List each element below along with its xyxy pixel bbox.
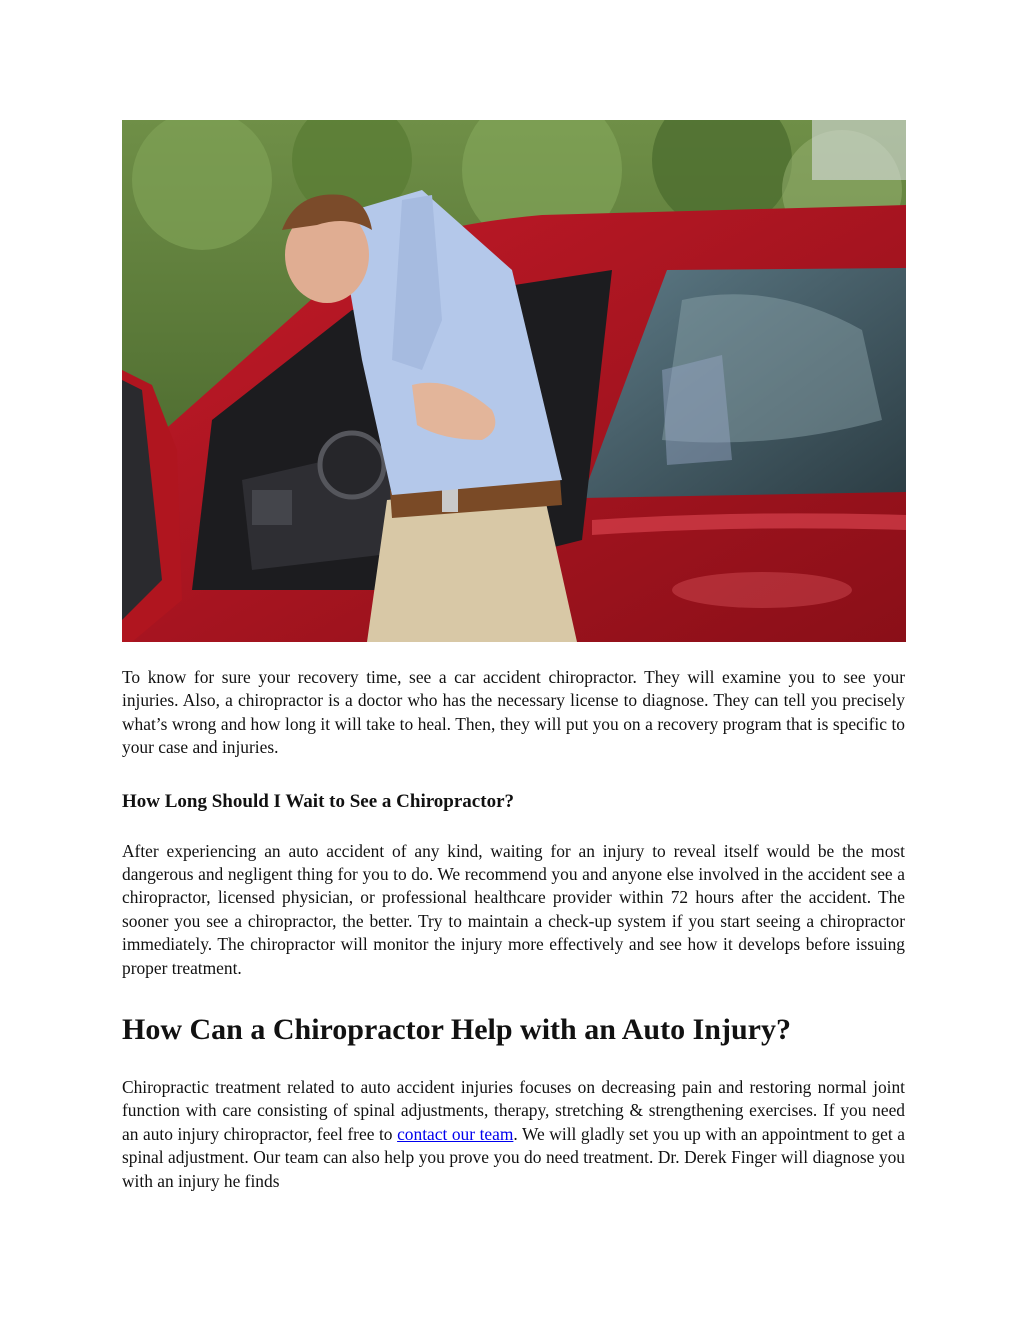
photo-man-back-pain-icon	[122, 120, 906, 642]
hero-image	[122, 120, 906, 642]
contact-our-team-link[interactable]: contact our team	[397, 1123, 514, 1144]
article-body	[122, 666, 905, 1193]
treatment-text-after: . We will gladly set you up with an appointment to get a spinal adjustment. Our team can also help you prove you do need treatment. Dr. Derek Finger will diagnose you with an injury he finds	[122, 1123, 906, 1191]
treatment-paragraph	[122, 1076, 905, 1193]
subheading-wait-time: How Long Should I Wait to See a Chiropractor?	[122, 790, 515, 812]
treatment-text-before: Chiropractic treatment related to auto accident injuries focuses on decreasing pain and restoring normal joint function with care consisting of spinal adjustments, therapy, stretching & strengthening exercises. If you need an auto injury chiropractor, feel free to	[122, 1077, 905, 1144]
intro-paragraph: To know for sure your recovery time, see a car accident chiropractor. They will examine you to see your injuries. Also, a chiropractor is a doctor who has the necessary license to diagnose. They can tell you precisely what’s wrong and how long it will take to heal. Then, they will put you on a recovery program that is specific to your case and injuries.	[122, 667, 905, 758]
heading-chiropractor-help: How Can a Chiropractor Help with an Auto Injury?	[122, 1013, 791, 1047]
wait-time-paragraph: After experiencing an auto accident of any kind, waiting for an injury to reveal itself would be the most dangerous and negligent thing for you to do. We recommend you and anyone else involved in the accident see a chiropractor, licensed physician, or professional healthcare provider within 72 hours after the accident. The sooner you see a chiropractor, the better. Try to maintain a check-up system if you start seeing a chiropractor immediately. The chiropractor will monitor the injury more effectively and see how it develops before issuing proper treatment.	[122, 840, 905, 978]
